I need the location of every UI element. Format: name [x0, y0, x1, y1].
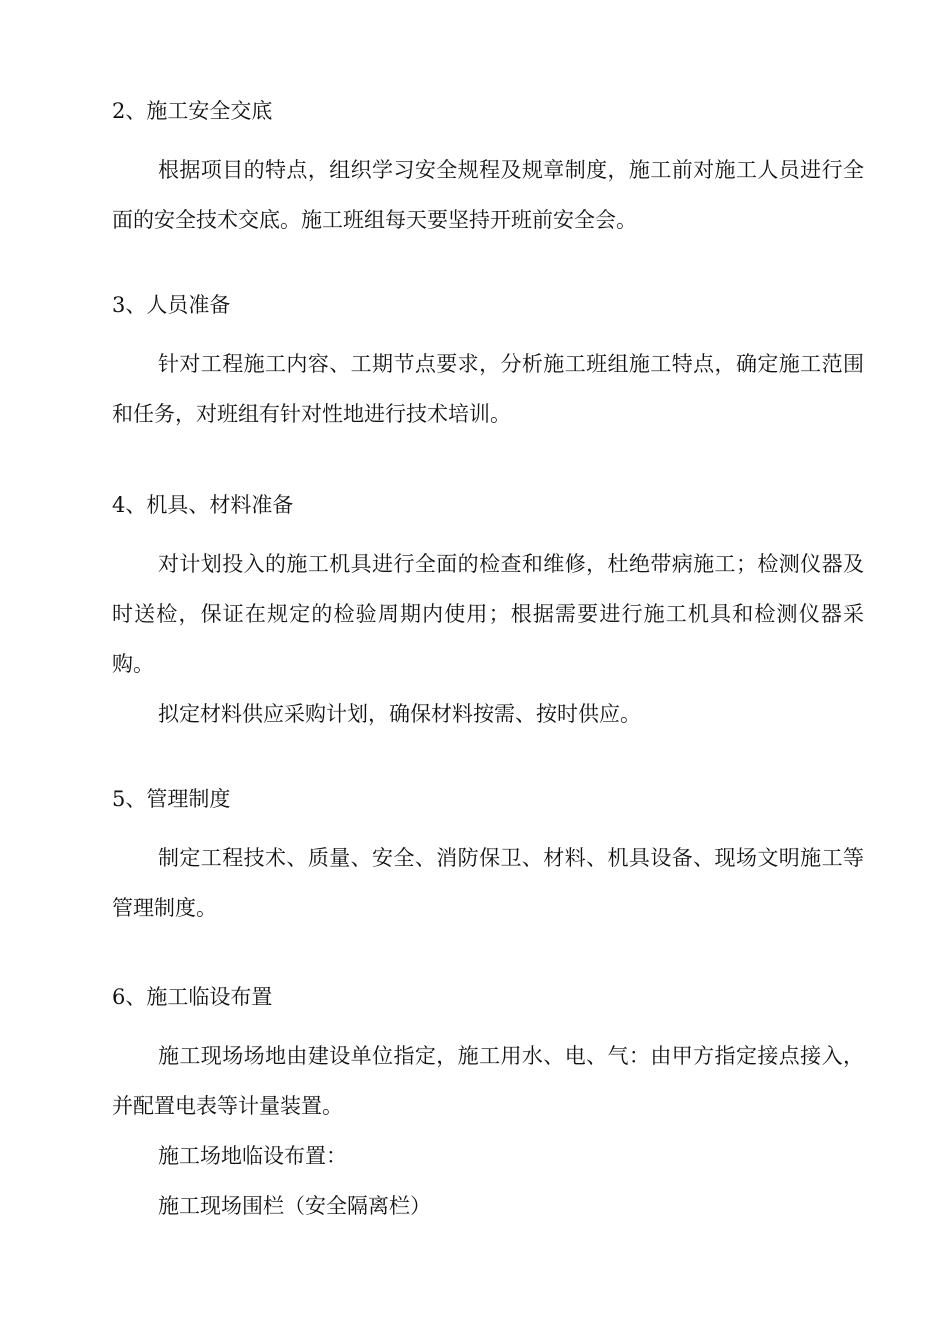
section-personnel-preparation — [112, 292, 864, 439]
section-heading: 2、施工安全交底 — [112, 99, 273, 123]
section-heading: 6、施工临设布置 — [112, 985, 273, 1009]
section-paragraph: 制定工程技术、质量、安全、消防保卫、材料、机具设备、现场文明施工等管理制度。 — [112, 846, 864, 920]
section-equipment-materials — [112, 492, 864, 739]
section-heading: 4、机具、材料准备 — [112, 493, 294, 517]
section-paragraph: 施工场地临设布置： — [158, 1144, 347, 1168]
section-paragraph: 根据项目的特点，组织学习安全规程及规章制度，施工前对施工人员进行全面的安全技术交底。施工班组每天要坚持开班前安全会。 — [112, 158, 864, 232]
section-heading: 5、管理制度 — [112, 787, 231, 811]
section-paragraph: 拟定材料供应采购计划，确保材料按需、按时供应。 — [158, 702, 641, 726]
section-management-system — [112, 786, 864, 933]
section-heading: 3、人员准备 — [112, 293, 231, 317]
section-paragraph: 施工现场场地由建设单位指定，施工用水、电、气：由甲方指定接点接入，并配置电表等计量装置。 — [112, 1044, 864, 1118]
section-paragraph: 对计划投入的施工机具进行全面的检查和维修，杜绝带病施工；检测仪器及时送检，保证在规定的检验周期内使用；根据需要进行施工机具和检测仪器采购。 — [112, 552, 864, 676]
section-paragraph: 施工现场围栏（安全隔离栏） — [158, 1194, 431, 1218]
section-paragraph: 针对工程施工内容、工期节点要求，分析施工班组施工特点，确定施工范围和任务，对班组有针对性地进行技术培训。 — [112, 352, 864, 426]
section-safety-briefing — [112, 98, 864, 245]
section-temporary-facilities — [112, 984, 864, 1231]
